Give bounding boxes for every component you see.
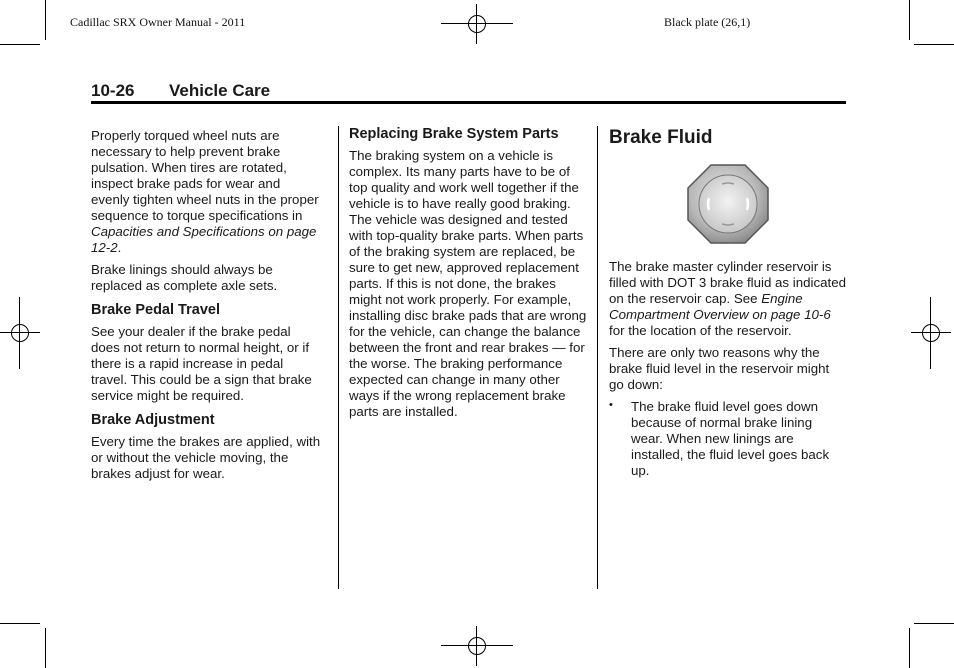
brake-fluid-reservoir-cap-icon (687, 164, 769, 244)
paragraph: Every time the brakes are applied, with or without the vehicle moving, the brakes adjust for wear. (91, 434, 321, 481)
header-rule (91, 101, 846, 104)
column-middle (349, 126, 587, 426)
crop-mark (914, 44, 954, 45)
subheading-brake-adjustment: Brake Adjustment (91, 412, 215, 428)
registration-mark-top (457, 4, 497, 44)
crop-mark (45, 0, 46, 40)
crop-mark (0, 623, 40, 624)
bullet-icon: • (609, 399, 613, 411)
section-heading-brake-fluid: Brake Fluid (609, 127, 713, 148)
subheading-replacing-brake-parts: Replacing Brake System Parts (349, 126, 559, 142)
column-divider (597, 126, 598, 589)
crop-mark (45, 628, 46, 668)
registration-mark-bottom (457, 626, 497, 666)
paragraph: Properly torqued wheel nuts are necessary to help prevent brake pulsation. When tires are rotated, inspect brake pads for wear and evenly tighten wheel nuts in the proper sequence to torque specifications in Capacities and Specifications on page 12-2. (91, 128, 319, 255)
subheading-brake-pedal-travel: Brake Pedal Travel (91, 302, 220, 318)
page-number: 10-26 (91, 81, 135, 100)
column-divider (338, 126, 339, 589)
paragraph: There are only two reasons why the brake fluid level in the reservoir might go down: (609, 345, 830, 392)
brake-fluid-cap-figure (609, 164, 847, 244)
crop-mark (914, 623, 954, 624)
print-slug-plate: Black plate (26,1) (664, 15, 751, 29)
paragraph: The braking system on a vehicle is complex. Its many parts have to be of top quality and work well together if the vehicle is to have really good braking. The vehicle was designed and tested with top-quality brake parts. When parts of the braking system are replaced, be sure to get new, approved replacement parts. If this is not done, the brakes might not work properly. For example, installing disc brake pads that are wrong for the vehicle, can change the balance between the front and rear brakes — for the worse. The braking performance expected can change in many other ways if the wrong replacement brake parts are installed. (349, 148, 587, 419)
cross-reference-link[interactable]: Engine Compartment Overview on page 10-6 (609, 291, 831, 322)
paragraph: See your dealer if the brake pedal does not return to normal height, or if there is a rapid increase in pedal travel. This could be a sign that brake service might be required. (91, 324, 312, 403)
print-slug-title: Cadillac SRX Owner Manual - 2011 (70, 15, 246, 29)
registration-mark-left (0, 313, 40, 353)
page-header (91, 81, 846, 101)
crop-mark (0, 44, 40, 45)
list-item (609, 399, 847, 479)
crop-mark (909, 628, 910, 668)
registration-mark-right (911, 313, 951, 353)
column-right (609, 126, 847, 479)
paragraph: Brake linings should always be replaced as complete axle sets. (91, 262, 278, 293)
cross-reference-link[interactable]: Capacities and Specifications on page 12-2 (91, 224, 317, 255)
paragraph: The brake master cylinder reservoir is filled with DOT 3 brake fluid as indicated on the reservoir cap. See Engine Compartment Overview on page 10-6 for the location of the reservoir. (609, 259, 847, 338)
crop-mark (909, 0, 910, 40)
section-title: Vehicle Care (169, 81, 271, 100)
list-item-text: The brake fluid level goes down because of normal brake lining wear. When new linings are installed, the fluid level goes back up. (631, 399, 830, 478)
column-left (91, 128, 321, 488)
